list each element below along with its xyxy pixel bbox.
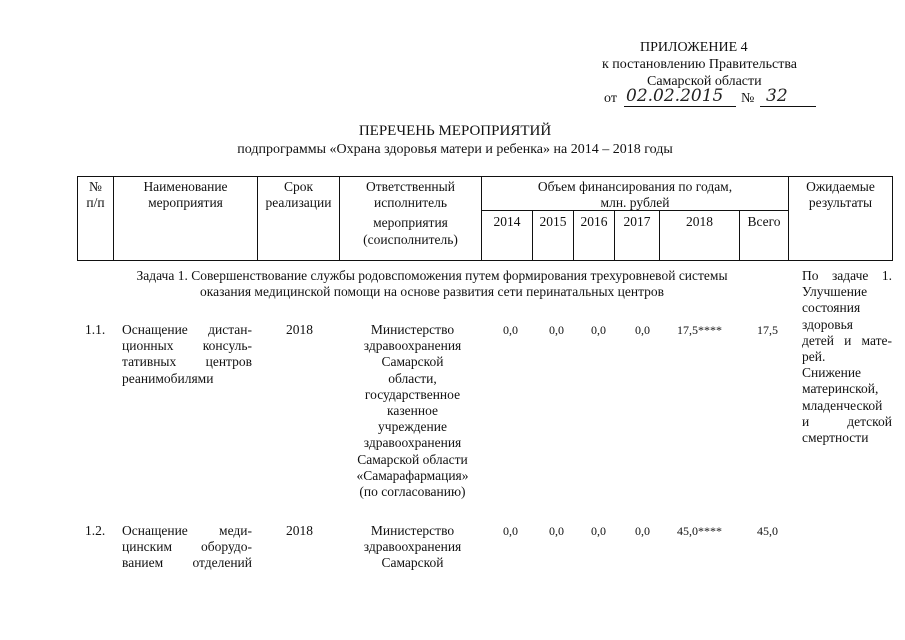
header-year-2016: 2016 [580, 214, 608, 229]
value-2015: 0,0 [549, 323, 564, 337]
row-exec-line: «Самарафармация» [356, 467, 469, 483]
header-term-line: реализации [265, 195, 332, 211]
result-line: детей и мате- [802, 332, 892, 348]
header-fin-line: млн. рублей [600, 195, 670, 211]
appendix-line1: к постановлению Правительства [602, 57, 798, 72]
result-line: рей. [802, 349, 826, 365]
result-line: смертности [802, 430, 869, 446]
document-subtitle: подпрограммы «Охрана здоровья матери и ребенка» на 2014 – 2018 годы [237, 142, 673, 157]
header-num-line: п/п [86, 195, 105, 211]
row-exec-line: Самарской [381, 354, 444, 370]
row-executor [345, 322, 480, 500]
row-term: 2018 [286, 322, 313, 337]
header-result-line: Ожидаемые [806, 179, 875, 194]
header-exec [340, 179, 481, 248]
value-total: 45,0 [757, 524, 778, 538]
header-name-line: мероприятия [148, 195, 223, 211]
row-term: 2018 [286, 523, 313, 538]
date-underline [624, 106, 736, 107]
row-exec-line: здравоохранения [363, 435, 462, 451]
row-num: 1.2. [85, 523, 106, 538]
header-year-2018: 2018 [686, 214, 713, 229]
header-term-line: Срок [283, 179, 314, 194]
row-num: 1.1. [85, 322, 106, 337]
header-exec-line: Ответственный [366, 179, 455, 194]
header-term [258, 179, 339, 211]
result-line: и детской [802, 413, 892, 429]
header-bottom-border [77, 260, 893, 261]
header-top-border [77, 176, 893, 177]
result-line: Снижение [802, 365, 862, 381]
header-fin-line: Объем финансирования по годам, [537, 179, 733, 194]
header-num [78, 179, 113, 211]
row-name-line: цинским оборудо- [122, 539, 252, 555]
row-exec-line: Министерство [370, 322, 455, 337]
row-executor [345, 523, 480, 572]
result-line: младенческой [802, 397, 883, 413]
row-name-line: тативных центров [122, 354, 252, 370]
appendix-title: ПРИЛОЖЕНИЕ 4 [640, 40, 748, 55]
header-financing [482, 179, 788, 211]
row-exec-line: Министерство [370, 523, 455, 538]
row-exec-line: области, [388, 370, 437, 386]
header-result-line: результаты [808, 195, 873, 211]
task-heading-line: оказания медицинской помощи на основе развития сети перинатальных центров [199, 284, 665, 300]
value-total: 17,5 [757, 323, 778, 337]
header-num-line: № [89, 179, 102, 194]
row-exec-line: государственное [364, 386, 461, 402]
number-value: 32 [766, 86, 788, 106]
document-title: ПЕРЕЧЕНЬ МЕРОПРИЯТИЙ [358, 123, 552, 139]
value-2018: 45,0**** [677, 524, 722, 538]
row-name-line: Оснащение дистан- [122, 322, 252, 337]
row-exec-line: здравоохранения [363, 539, 462, 555]
header-name [114, 179, 257, 211]
result-line: По задаче 1. [802, 268, 892, 283]
value-2017: 0,0 [635, 323, 650, 337]
header-year-2017: 2017 [623, 214, 651, 229]
row-exec-line: казенное [386, 403, 439, 419]
header-year-2015: 2015 [539, 214, 567, 229]
task-heading [78, 268, 786, 300]
row-exec-line: Самарской области [357, 451, 468, 467]
row-exec-line: здравоохранения [363, 338, 462, 354]
date-prefix: от [604, 91, 617, 106]
result-line: состояния [802, 300, 861, 316]
header-total: Всего [747, 214, 781, 229]
value-2014: 0,0 [503, 323, 518, 337]
value-2017: 0,0 [635, 524, 650, 538]
value-2016: 0,0 [591, 524, 606, 538]
number-underline [760, 106, 816, 107]
row-exec-line: (по согласованию) [359, 484, 466, 500]
value-2015: 0,0 [549, 524, 564, 538]
row-name-line: ванием отделений [122, 555, 252, 571]
header-exec-line: исполнитель [374, 195, 447, 211]
value-2018: 17,5**** [677, 323, 722, 337]
row-exec-line: Самарской [381, 555, 444, 571]
header-exec-line: мероприятия [373, 215, 448, 231]
row-name-line: реанимобилями [122, 370, 214, 386]
value-2016: 0,0 [591, 323, 606, 337]
task-heading-line: Задача 1. Совершенствование службы родовспоможения путем формирования трехуровневой системы [136, 268, 728, 283]
appendix-line2: Самарской области [647, 74, 762, 89]
row-name [122, 523, 252, 572]
row-name-line: Оснащение меди- [122, 523, 252, 538]
header-results [789, 179, 892, 211]
expected-results [802, 268, 892, 446]
header-name-line: Наименование [143, 179, 228, 194]
date-value: 02.02.2015 [626, 86, 724, 106]
result-line: здоровья [802, 316, 853, 332]
header-year-2014: 2014 [493, 214, 521, 229]
result-line: материнской, [802, 381, 879, 397]
number-sign: № [741, 91, 755, 106]
row-name [122, 322, 252, 387]
header-exec-line: (соисполнитель) [363, 231, 458, 247]
result-line: Улучшение [802, 284, 868, 300]
v-line [892, 176, 893, 261]
value-2014: 0,0 [503, 524, 518, 538]
row-exec-line: учреждение [378, 419, 447, 435]
row-name-line: ционных консуль- [122, 338, 252, 354]
